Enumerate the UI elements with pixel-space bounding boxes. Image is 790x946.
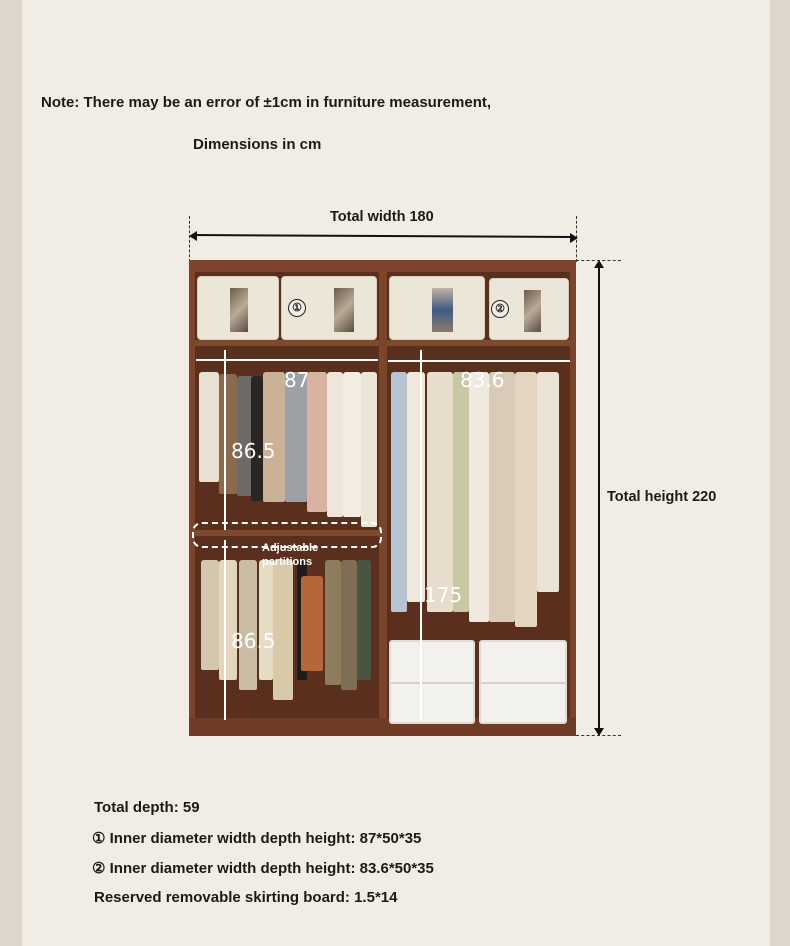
box-marker-2: ② bbox=[491, 300, 509, 318]
hanging-dress bbox=[469, 372, 489, 622]
storage-drawer bbox=[389, 640, 475, 724]
adjustable-partitions-label: Adjustable partitions bbox=[262, 542, 319, 568]
wardrobe-right-panel bbox=[570, 260, 576, 736]
hanging-clothes bbox=[263, 372, 285, 502]
hanging-trousers bbox=[341, 560, 357, 690]
height-dimension-line bbox=[598, 266, 600, 730]
hanging-trousers bbox=[219, 560, 237, 680]
hanging-dress bbox=[537, 372, 559, 592]
hanging-clothes bbox=[361, 372, 377, 527]
hanging-trousers bbox=[357, 560, 371, 680]
arrow-down-icon bbox=[594, 728, 604, 736]
units-label: Dimensions in cm bbox=[193, 136, 322, 153]
wardrobe-center-divider bbox=[379, 260, 387, 736]
right-height-arrow bbox=[420, 350, 422, 720]
hanging-dress bbox=[427, 372, 453, 612]
storage-drawer bbox=[479, 640, 567, 724]
top-shelf-right bbox=[387, 340, 570, 346]
measurement-note: Note: There may be an error of ±1cm in furniture measurement, bbox=[41, 94, 492, 111]
left-lower-height-value: 86.5 bbox=[231, 629, 276, 653]
hanging-clothes bbox=[199, 372, 219, 482]
hanging-clothes bbox=[343, 372, 361, 517]
top-shelf-left bbox=[195, 340, 379, 346]
hanging-clothes bbox=[219, 374, 237, 494]
hanging-trousers bbox=[239, 560, 257, 690]
arrow-up-icon bbox=[594, 260, 604, 268]
hanging-dress bbox=[515, 372, 537, 627]
arrow-left-icon bbox=[189, 231, 197, 241]
right-width-arrow bbox=[388, 360, 570, 362]
right-height-value: 175 bbox=[424, 583, 463, 607]
hanging-dress bbox=[391, 372, 407, 612]
hanging-trousers bbox=[201, 560, 219, 670]
box-marker-1: ① bbox=[288, 299, 306, 317]
left-width-value: 87 bbox=[284, 368, 310, 392]
left-upper-height-arrow bbox=[224, 350, 226, 530]
storage-box bbox=[197, 276, 279, 340]
right-width-value: 83.6 bbox=[460, 368, 505, 392]
hanging-trousers bbox=[259, 560, 273, 680]
spec-skirting-board: Reserved removable skirting board: 1.5*14 bbox=[94, 889, 398, 906]
total-width-label: Total width 180 bbox=[330, 209, 434, 225]
hanging-dress bbox=[453, 372, 469, 612]
hanging-trousers bbox=[301, 576, 323, 671]
left-lower-height-arrow bbox=[224, 540, 226, 720]
wardrobe-image bbox=[189, 260, 576, 736]
hanging-dress bbox=[407, 372, 425, 602]
hanging-dress bbox=[489, 372, 515, 622]
total-height-label: Total height 220 bbox=[607, 489, 717, 505]
hanging-trousers bbox=[273, 560, 293, 700]
spec-box-1: ① Inner diameter width depth height: 87*50*35 bbox=[92, 830, 422, 847]
arrow-right-icon bbox=[570, 233, 578, 243]
hanging-trousers bbox=[325, 560, 341, 685]
hanging-clothes bbox=[307, 372, 327, 512]
hanging-clothes bbox=[327, 372, 343, 517]
left-upper-height-value: 86.5 bbox=[231, 439, 276, 463]
wardrobe-left-panel bbox=[189, 260, 195, 736]
spec-box-2: ② Inner diameter width depth height: 83.6*50*35 bbox=[92, 860, 434, 877]
spec-total-depth: Total depth: 59 bbox=[94, 799, 200, 816]
storage-box bbox=[389, 276, 485, 340]
